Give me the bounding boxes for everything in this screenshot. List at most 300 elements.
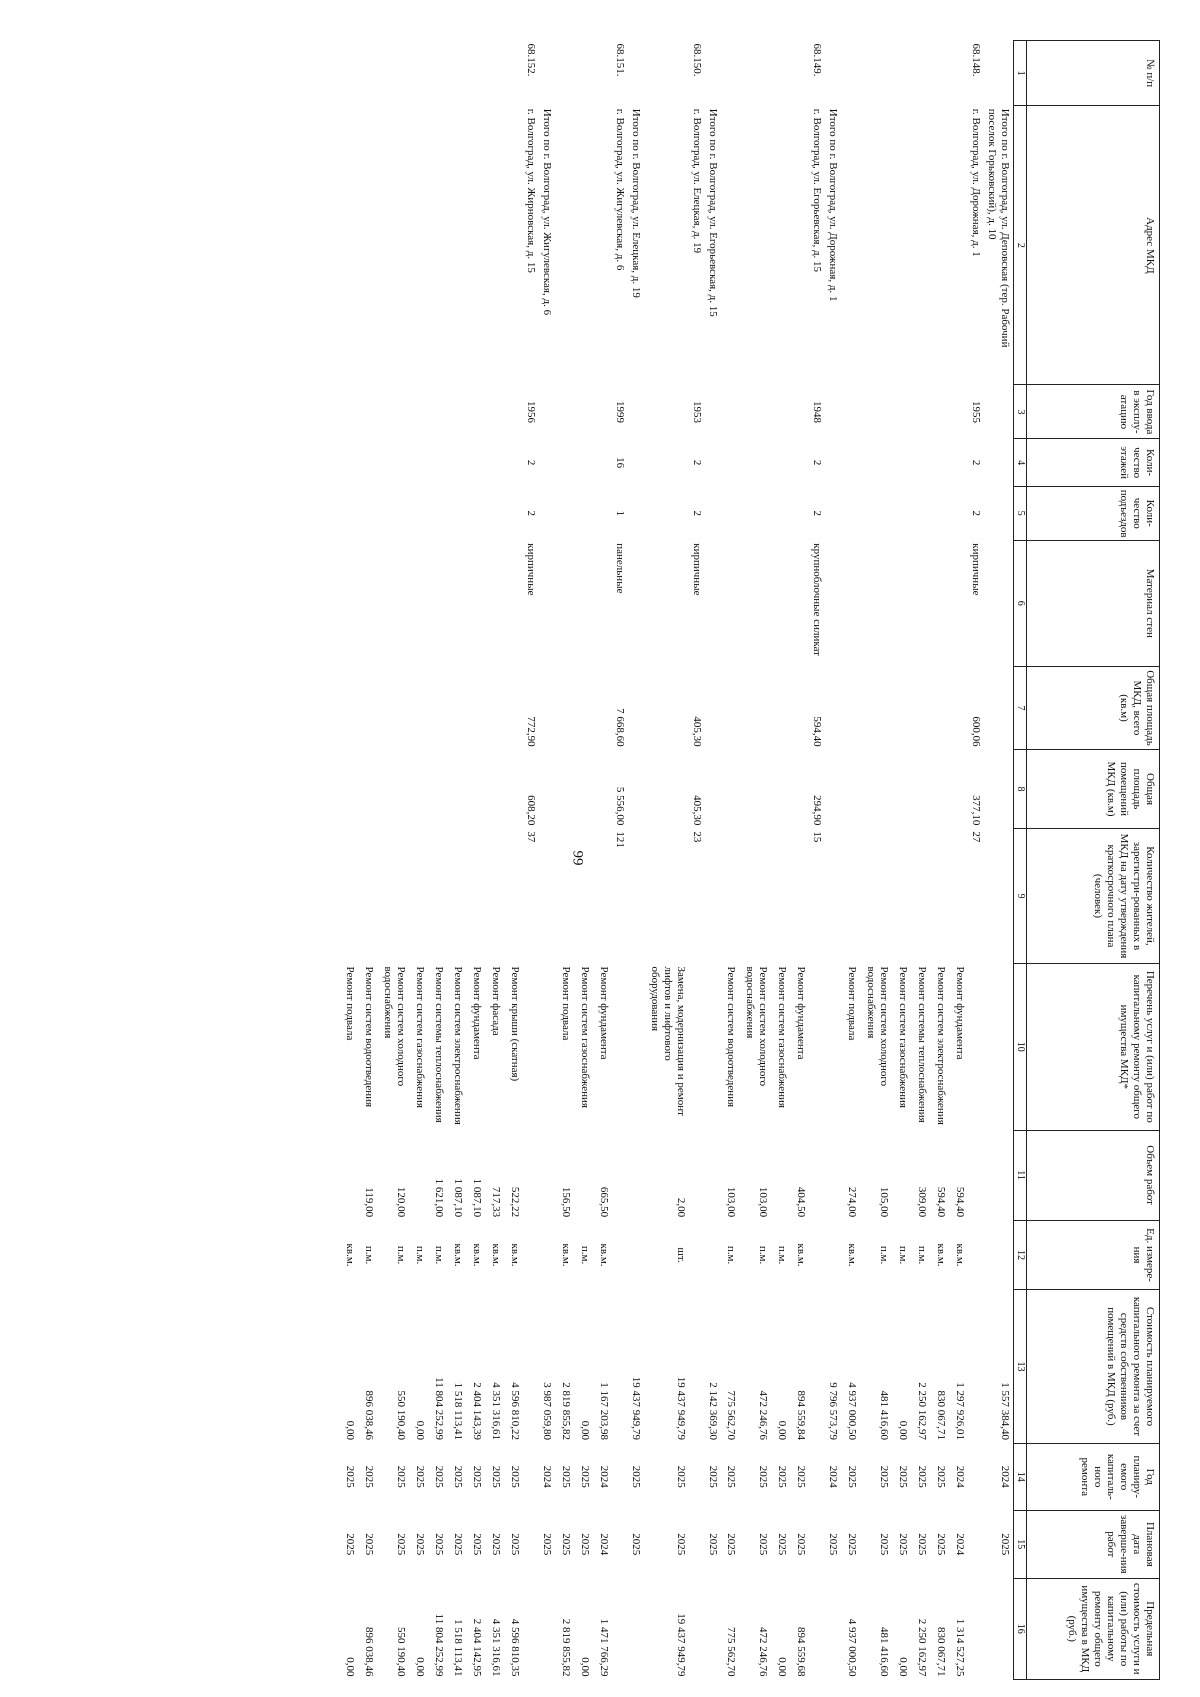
- column-number: 12: [1014, 1220, 1027, 1290]
- max-cost-cell: [705, 1578, 721, 1679]
- residents-cell: [860, 828, 892, 963]
- max-cost-cell: 0,00: [897, 1657, 910, 1677]
- total-area-cell: [447, 666, 466, 749]
- work-volume-cell: 103,00: [725, 1186, 738, 1218]
- max-cost-cell: 1 518 113,41: [452, 1619, 464, 1677]
- planned-cost-cell: 19 437 949,79: [629, 1376, 642, 1440]
- unit-cell: кв.м.: [935, 1243, 948, 1267]
- row-number-cell: 68.151.: [613, 43, 626, 77]
- year-built-cell: [949, 385, 968, 439]
- wall-material-cell: [428, 540, 447, 666]
- wall-material-cell: [628, 540, 644, 666]
- max-cost-cell: [523, 1578, 539, 1679]
- entrances-cell: [949, 486, 968, 540]
- entrances-cell: [644, 486, 689, 540]
- planned-cost-cell: 2 819 855,82: [559, 1382, 572, 1440]
- year-built-cell: [466, 385, 485, 439]
- unit-cell: п.м.: [395, 1245, 408, 1265]
- entrances-cell: 1: [613, 510, 626, 516]
- header-cell: Перечень услуг и (или) работ по капитальному ремонту общего имущества МКД*: [1027, 964, 1160, 1131]
- year-built-cell: [860, 385, 892, 439]
- address-cell: [377, 106, 409, 385]
- premises-area-cell: [825, 750, 841, 829]
- completion-date-cell: 2025: [578, 1533, 591, 1556]
- work-volume-cell: [409, 1130, 428, 1220]
- work-volume-cell: [523, 1130, 539, 1220]
- residents-cell: [504, 828, 523, 963]
- floors-cell: [593, 439, 612, 486]
- residents-cell: [466, 828, 485, 963]
- planned-cost-cell: [689, 1290, 705, 1443]
- wall-material-cell: [504, 540, 523, 666]
- premises-area-cell: [841, 750, 860, 829]
- planned-cost-cell: 775 562,70: [725, 1390, 738, 1440]
- entrances-cell: [860, 486, 892, 540]
- unit-cell: [689, 1220, 705, 1290]
- floors-cell: [825, 439, 841, 486]
- planned-cost-cell: 11 804 252,99: [433, 1377, 446, 1440]
- total-area-cell: [644, 666, 689, 749]
- column-number: 9: [1014, 828, 1027, 963]
- planned-cost-cell: 1 297 926,01: [954, 1382, 967, 1440]
- row-number-cell: 68.152.: [524, 43, 537, 77]
- item-row: [485, 41, 504, 1680]
- work-volume-cell: 665,50: [597, 1186, 610, 1218]
- max-cost-cell: [984, 1578, 1013, 1679]
- year-built-cell: 1953: [690, 400, 703, 423]
- wall-material-cell: кирпичные: [690, 543, 703, 596]
- total-area-cell: 7 668,60: [613, 708, 626, 747]
- wall-material-cell: [409, 540, 428, 666]
- floors-cell: [339, 439, 358, 486]
- wall-material-cell: панельные: [613, 543, 626, 594]
- floors-cell: [377, 439, 409, 486]
- planned-cost-cell: 4 351 316,61: [489, 1382, 502, 1440]
- item-row: [860, 41, 892, 1680]
- wall-material-cell: [892, 540, 911, 666]
- premises-area-cell: [485, 750, 504, 829]
- item-row: [409, 41, 428, 1680]
- planned-cost-cell: 0,00: [344, 1420, 357, 1440]
- planned-cost-cell: [523, 1290, 539, 1443]
- floors-cell: [555, 439, 574, 486]
- repair-year-cell: 2025: [578, 1465, 591, 1488]
- floors-cell: 2: [970, 459, 983, 466]
- repair-year-cell: 2025: [508, 1465, 521, 1488]
- row-number-cell: [705, 41, 721, 106]
- column-number: 14: [1014, 1443, 1027, 1511]
- residents-cell: [644, 828, 689, 963]
- row-number-cell: [644, 41, 689, 106]
- work-type-cell: Ремонт систем газоснабжения: [578, 966, 591, 1108]
- planned-cost-cell: 550 190,40: [395, 1390, 408, 1440]
- premises-area-cell: [539, 750, 555, 829]
- wall-material-cell: [574, 540, 593, 666]
- completion-date-cell: 2025: [795, 1533, 808, 1556]
- floors-cell: [574, 439, 593, 486]
- unit-cell: [968, 1220, 984, 1290]
- entrances-cell: [593, 486, 612, 540]
- repair-year-cell: 2025: [433, 1465, 446, 1488]
- work-type-cell: [628, 964, 644, 1131]
- unit-cell: кв.м.: [489, 1243, 502, 1267]
- address-cell: [892, 106, 911, 385]
- entrances-cell: [504, 486, 523, 540]
- year-built-cell: [504, 385, 523, 439]
- address-cell: [339, 106, 358, 385]
- column-number-row: [1014, 41, 1027, 1680]
- column-number: 7: [1014, 666, 1027, 749]
- work-volume-cell: 120,00: [395, 1186, 408, 1218]
- year-built-cell: [409, 385, 428, 439]
- wall-material-cell: [984, 540, 1013, 666]
- year-built-cell: [771, 385, 790, 439]
- completion-date-cell: [612, 1511, 628, 1579]
- residents-cell: [771, 828, 790, 963]
- unit-cell: кв.м.: [954, 1243, 967, 1267]
- planned-cost-cell: 472 246,76: [757, 1390, 770, 1440]
- planned-cost-cell: 2 404 143,39: [470, 1382, 483, 1440]
- entrances-cell: [892, 486, 911, 540]
- max-cost-cell: [689, 1578, 705, 1679]
- header-cell: Стоимость планируемого капитального ремонта за счет средств собственников помещений в МКД (руб.): [1027, 1290, 1160, 1443]
- work-type-cell: [612, 964, 628, 1131]
- address-cell: г. Волгоград, ул. Жирновская, д. 15: [524, 108, 537, 273]
- work-volume-cell: 404,50: [795, 1186, 808, 1218]
- work-type-cell: [539, 964, 555, 1131]
- max-cost-cell: 4 937 000,50: [846, 1618, 859, 1677]
- address-cell: [447, 106, 466, 385]
- max-cost-cell: 2 250 162,97: [916, 1618, 929, 1677]
- completion-date-cell: 2025: [540, 1533, 553, 1556]
- planned-cost-cell: 1 557 384,40: [999, 1382, 1011, 1440]
- residents-cell: [721, 828, 740, 963]
- capital-repair-table: [339, 40, 1160, 1680]
- completion-date-cell: 2025: [452, 1533, 464, 1556]
- premises-area-cell: [339, 750, 358, 829]
- completion-date-cell: 2025: [433, 1533, 446, 1556]
- total-area-cell: [892, 666, 911, 749]
- house-row: [523, 41, 539, 1680]
- unit-cell: п.м.: [578, 1245, 591, 1265]
- row-number-cell: [447, 41, 466, 106]
- item-row: [447, 41, 466, 1680]
- row-number-cell: [574, 41, 593, 106]
- max-cost-cell: [612, 1578, 628, 1679]
- row-number-cell: 68.149.: [811, 43, 824, 77]
- completion-date-cell: 2024: [954, 1533, 967, 1556]
- repair-year-cell: 2024: [954, 1465, 967, 1488]
- entrances-cell: [841, 486, 860, 540]
- completion-date-cell: 2025: [508, 1533, 521, 1556]
- floors-cell: [771, 439, 790, 486]
- row-number-cell: [409, 41, 428, 106]
- premises-area-cell: [860, 750, 892, 829]
- floors-cell: [358, 439, 377, 486]
- total-area-cell: [825, 666, 841, 749]
- total-area-cell: [930, 666, 949, 749]
- repair-year-cell: 2025: [489, 1465, 502, 1488]
- residents-cell: 23: [690, 831, 703, 843]
- work-volume-cell: [612, 1130, 628, 1220]
- header-cell: Год планиру-емого капиталь-ного ремонта: [1027, 1443, 1160, 1511]
- row-number-cell: [949, 41, 968, 106]
- premises-area-cell: [358, 750, 377, 829]
- year-built-cell: [555, 385, 574, 439]
- unit-cell: п.м.: [776, 1245, 789, 1265]
- header-cell: Количество жителей, зарегистри-рованных в МКД на дату утверждения краткосрочного плана (человек): [1027, 828, 1160, 963]
- row-number-cell: [892, 41, 911, 106]
- house-row: [612, 41, 628, 1680]
- page-number: 99: [569, 850, 586, 866]
- unit-cell: [825, 1220, 841, 1290]
- entrances-cell: [409, 486, 428, 540]
- wall-material-cell: [911, 540, 930, 666]
- row-number-cell: [930, 41, 949, 106]
- entrances-cell: [447, 486, 466, 540]
- item-row: [644, 41, 689, 1680]
- item-row: [555, 41, 574, 1680]
- row-number-cell: 68.148.: [970, 43, 983, 77]
- floors-cell: [409, 439, 428, 486]
- wall-material-cell: кирпичные: [970, 543, 983, 596]
- repair-year-cell: 2025: [629, 1465, 642, 1488]
- residents-cell: [841, 828, 860, 963]
- total-row: [705, 41, 721, 1680]
- address-cell: г. Волгоград, ул. Егорьевская, д. 15: [811, 108, 824, 273]
- work-volume-cell: [339, 1130, 358, 1220]
- max-cost-cell: 775 562,70: [725, 1627, 738, 1677]
- header-row: [1027, 41, 1160, 1680]
- total-area-cell: [593, 666, 612, 749]
- year-built-cell: [984, 385, 1013, 439]
- work-type-cell: Ремонт систем холодного водоснабжения: [744, 966, 770, 1087]
- total-area-cell: 405,30: [690, 716, 703, 747]
- unit-cell: кв.м.: [508, 1243, 521, 1267]
- repair-year-cell: 2025: [559, 1465, 572, 1488]
- address-cell: г. Волгоград, ул. Дорожная, д. 1: [970, 108, 983, 257]
- unit-cell: п.м.: [897, 1245, 910, 1265]
- entrances-cell: 2: [970, 510, 983, 516]
- residents-cell: [574, 828, 593, 963]
- wall-material-cell: [555, 540, 574, 666]
- work-type-cell: [705, 964, 721, 1131]
- wall-material-cell: [790, 540, 809, 666]
- max-cost-cell: 0,00: [776, 1657, 789, 1677]
- work-type-cell: Ремонт систем газоснабжения: [897, 966, 910, 1108]
- year-built-cell: [377, 385, 409, 439]
- max-cost-cell: 11 804 252,99: [433, 1613, 446, 1677]
- wall-material-cell: [721, 540, 740, 666]
- year-built-cell: [644, 385, 689, 439]
- residents-cell: [358, 828, 377, 963]
- row-number-cell: [555, 41, 574, 106]
- header-cell: Год ввода в эксплу-атацию: [1027, 385, 1160, 439]
- entrances-cell: [428, 486, 447, 540]
- completion-date-cell: [523, 1511, 539, 1579]
- premises-area-cell: [911, 750, 930, 829]
- header-cell: Ед. измере-ния: [1027, 1220, 1160, 1290]
- residents-cell: [825, 828, 841, 963]
- unit-cell: кв.м.: [846, 1243, 859, 1267]
- total-area-cell: [740, 666, 772, 749]
- floors-cell: 2: [811, 459, 824, 466]
- completion-date-cell: 2024: [597, 1533, 610, 1556]
- premises-area-cell: [409, 750, 428, 829]
- work-type-cell: [984, 964, 1013, 1131]
- year-built-cell: 1948: [811, 400, 824, 423]
- address-cell: Итого по г. Волгоград, ул. Жигулевская, д. 6: [540, 108, 553, 316]
- unit-cell: кв.м.: [559, 1243, 572, 1267]
- planned-cost-cell: 0,00: [776, 1420, 789, 1440]
- column-number: 6: [1014, 540, 1027, 666]
- planned-cost-cell: [612, 1290, 628, 1443]
- work-type-cell: [689, 964, 705, 1131]
- work-type-cell: Ремонт систем водоотведения: [363, 966, 376, 1108]
- row-number-cell: [593, 41, 612, 106]
- repair-year-cell: 2025: [344, 1465, 357, 1488]
- entrances-cell: [574, 486, 593, 540]
- repair-year-cell: 2025: [395, 1465, 408, 1488]
- floors-cell: 2: [524, 459, 537, 466]
- work-type-cell: Ремонт фундамента: [954, 966, 967, 1060]
- address-cell: [428, 106, 447, 385]
- completion-date-cell: 2025: [776, 1533, 789, 1556]
- year-built-cell: [892, 385, 911, 439]
- work-volume-cell: 156,50: [559, 1186, 572, 1218]
- wall-material-cell: [447, 540, 466, 666]
- item-row: [841, 41, 860, 1680]
- floors-cell: [740, 439, 772, 486]
- unit-cell: п.м.: [414, 1245, 427, 1265]
- work-type-cell: Ремонт систем электроснабжения: [452, 966, 464, 1125]
- max-cost-cell: 0,00: [414, 1657, 427, 1677]
- repair-year-cell: [968, 1443, 984, 1511]
- item-row: [892, 41, 911, 1680]
- total-area-cell: [790, 666, 809, 749]
- repair-year-cell: 2024: [540, 1465, 553, 1488]
- completion-date-cell: 2025: [395, 1533, 408, 1556]
- work-volume-cell: 594,40: [954, 1186, 967, 1218]
- header-cell: № п/п: [1027, 41, 1160, 106]
- work-type-cell: Ремонт фундамента: [597, 966, 610, 1060]
- year-built-cell: [930, 385, 949, 439]
- max-cost-cell: 4 351 316,61: [489, 1618, 502, 1677]
- premises-area-cell: [377, 750, 409, 829]
- residents-cell: 15: [811, 831, 824, 843]
- residents-cell: 121: [613, 831, 626, 848]
- address-cell: [911, 106, 930, 385]
- planned-cost-cell: 4 596 810,22: [508, 1382, 521, 1440]
- unit-cell: [705, 1220, 721, 1290]
- repair-year-cell: 2025: [846, 1465, 859, 1488]
- floors-cell: [949, 439, 968, 486]
- row-number-cell: [984, 41, 1013, 106]
- planned-cost-cell: [809, 1290, 825, 1443]
- floors-cell: [705, 439, 721, 486]
- max-cost-cell: 1 314 527,25: [954, 1618, 967, 1677]
- repair-year-cell: 2025: [776, 1465, 789, 1488]
- total-area-cell: [504, 666, 523, 749]
- row-number-cell: [485, 41, 504, 106]
- completion-date-cell: 2025: [916, 1533, 929, 1556]
- max-cost-cell: 894 559,68: [795, 1627, 808, 1677]
- row-number-cell: [539, 41, 555, 106]
- premises-area-cell: 294,90: [811, 795, 824, 826]
- premises-area-cell: [593, 750, 612, 829]
- completion-date-cell: 2025: [878, 1533, 891, 1556]
- total-row: [984, 41, 1013, 1680]
- total-area-cell: [628, 666, 644, 749]
- floors-cell: [892, 439, 911, 486]
- header-cell: Предельная стоимость услуги и (или) работы по капитальному ремонту общего имущества в МКД (руб.): [1027, 1578, 1160, 1679]
- residents-cell: [428, 828, 447, 963]
- item-row: [949, 41, 968, 1680]
- wall-material-cell: [593, 540, 612, 666]
- house-row: [809, 41, 825, 1680]
- year-built-cell: [628, 385, 644, 439]
- total-area-cell: [984, 666, 1013, 749]
- total-area-cell: [377, 666, 409, 749]
- completion-date-cell: 2025: [629, 1533, 642, 1556]
- address-cell: Итого по г. Волгоград, ул. Елецкая, д. 19: [629, 108, 642, 298]
- item-row: [466, 41, 485, 1680]
- row-number-cell: [504, 41, 523, 106]
- premises-area-cell: [740, 750, 772, 829]
- premises-area-cell: [705, 750, 721, 829]
- repair-year-cell: 2025: [935, 1465, 948, 1488]
- total-row: [539, 41, 555, 1680]
- year-built-cell: [911, 385, 930, 439]
- max-cost-cell: [809, 1578, 825, 1679]
- unit-cell: [523, 1220, 539, 1290]
- max-cost-cell: [968, 1578, 984, 1679]
- address-cell: [593, 106, 612, 385]
- max-cost-cell: 0,00: [578, 1657, 591, 1677]
- planned-cost-cell: 0,00: [897, 1420, 910, 1440]
- unit-cell: [539, 1220, 555, 1290]
- work-type-cell: Ремонт подвала: [559, 966, 572, 1041]
- entrances-cell: [485, 486, 504, 540]
- unit-cell: п.м.: [878, 1245, 891, 1265]
- repair-year-cell: 2025: [878, 1465, 891, 1488]
- unit-cell: кв.м.: [597, 1243, 610, 1267]
- work-volume-cell: 717,33: [489, 1186, 502, 1218]
- floors-cell: [984, 439, 1013, 486]
- work-volume-cell: 274,00: [846, 1186, 859, 1218]
- premises-area-cell: [574, 750, 593, 829]
- wall-material-cell: [539, 540, 555, 666]
- residents-cell: [911, 828, 930, 963]
- entrances-cell: [825, 486, 841, 540]
- residents-cell: [377, 828, 409, 963]
- max-cost-cell: 1 471 766,29: [597, 1618, 610, 1677]
- work-volume-cell: [689, 1130, 705, 1220]
- address-cell: [409, 106, 428, 385]
- premises-area-cell: [790, 750, 809, 829]
- year-built-cell: 1999: [613, 400, 626, 423]
- floors-cell: [721, 439, 740, 486]
- year-built-cell: [740, 385, 772, 439]
- column-number: 11: [1014, 1130, 1027, 1220]
- year-built-cell: [721, 385, 740, 439]
- residents-cell: [740, 828, 772, 963]
- premises-area-cell: [721, 750, 740, 829]
- unit-cell: [984, 1220, 1013, 1290]
- column-number: 1: [1014, 41, 1027, 106]
- unit-cell: п.м.: [916, 1245, 929, 1265]
- house-row: [689, 41, 705, 1680]
